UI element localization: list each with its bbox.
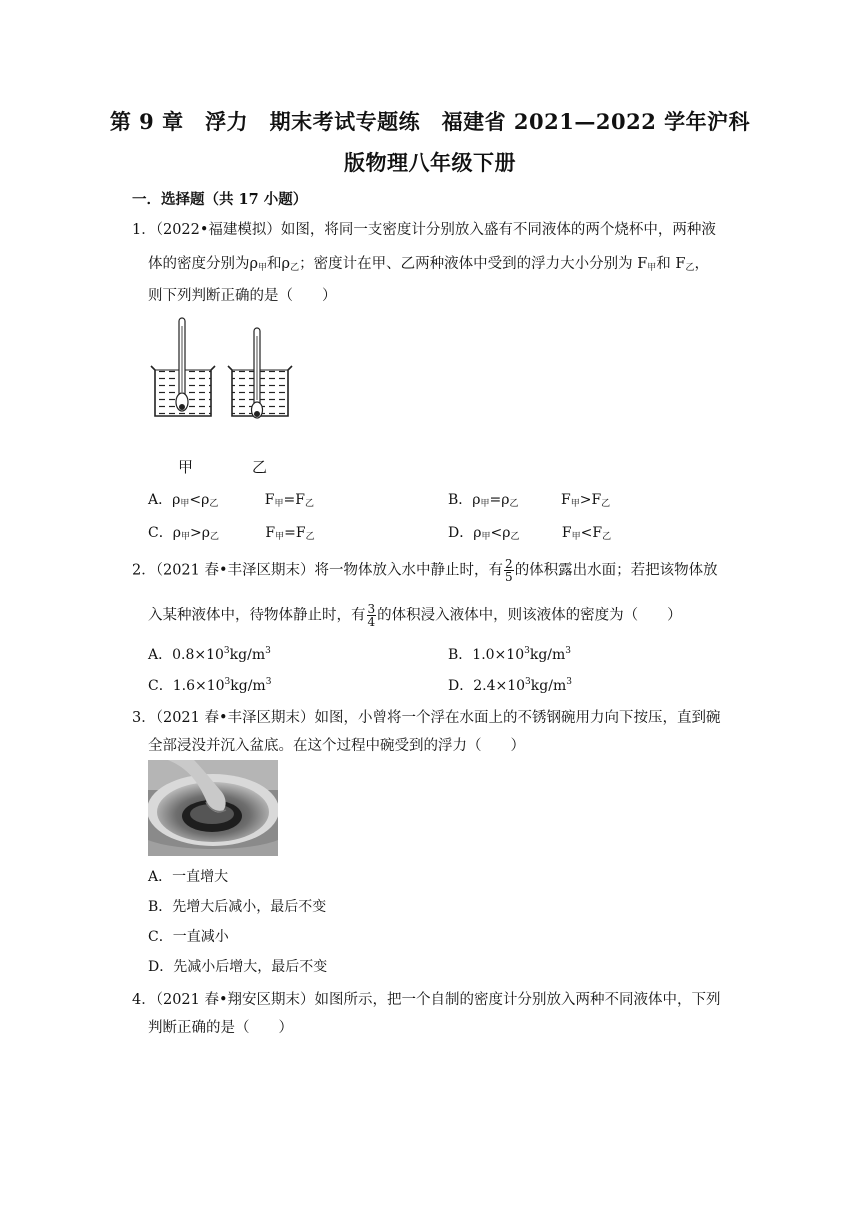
q3-line-2: 全部浸没并沉入盆底。在这个过程中碗受到的浮力（ ） <box>148 738 525 754</box>
q2-line-1: 2．（2021 春•丰泽区期末）将一物体放入水中静止时，有 $\frac{2}{5}$ 的体积露出水面；若把该物体放 <box>132 557 718 584</box>
beaker-b <box>228 328 292 418</box>
q3-option-a[interactable]: A．一直增大 <box>148 869 229 885</box>
beaker-a <box>151 318 215 416</box>
q2-option-a[interactable]: A．$0.8\times 10^3kg/m^3$ <box>148 646 271 663</box>
section-heading: 一．选择题（共 17 小题） <box>132 191 308 208</box>
q1-option-d[interactable]: D．$\rho_甲<\rho_乙$ $F_甲<F_乙$ <box>448 525 612 542</box>
figure-label-jia: 甲 <box>178 458 194 476</box>
q3-line-1: 3．（2021 春•丰泽区期末）如图，小曾将一个浮在水面上的不锈钢碗用力向下按压，直到碗 <box>132 710 721 726</box>
q1-line-1: 1．（2022•福建模拟）如图，将同一支密度计分别放入盛有不同液体的两个烧杯中，两种液 <box>132 222 716 238</box>
q3-option-d[interactable]: D．先减小后增大，最后不变 <box>148 959 328 975</box>
title-line-1: 第 9 章 浮力 期末考试专题练 福建省 2021—2022 学年沪科 <box>109 109 751 134</box>
q3-option-c[interactable]: C．一直减小 <box>148 929 229 945</box>
q2-option-b[interactable]: B．$1.0\times 10^3kg/m^3$ <box>448 646 572 663</box>
q1-line-2: 体的密度分别为$\rho_甲$和$\rho_乙$；密度计在甲、乙两种液体中受到的浮力大小分别为 $F_甲$和 $F_乙$， <box>148 256 709 273</box>
q1-line-3: 则下列判断正确的是（ ） <box>148 288 337 304</box>
q1-option-c[interactable]: C．$\rho_甲>\rho_乙$ $F_甲=F_乙$ <box>148 525 315 542</box>
fraction-three-quarters: $\frac{3}{4}$ <box>367 602 376 629</box>
bowl-basin-photo <box>148 760 278 856</box>
q1-option-b[interactable]: B．$\rho_甲=\rho_乙$ $F_甲>F_乙$ <box>448 492 611 509</box>
q2-option-c[interactable]: C．$1.6\times 10^3kg/m^3$ <box>148 677 272 694</box>
figure-label-yi: 乙 <box>252 458 268 476</box>
hydrometer-beakers-figure <box>148 312 298 478</box>
fraction-two-fifths: $\frac{2}{5}$ <box>505 557 513 584</box>
q3-option-b[interactable]: B．先增大后减小，最后不变 <box>148 899 327 915</box>
q4-line-1: 4．（2021 春•翔安区期末）如图所示，把一个自制的密度计分别放入两种不同液体中，下列 <box>132 992 721 1008</box>
q2-option-d[interactable]: D．$2.4\times 10^3kg/m^3$ <box>448 677 572 694</box>
title-line-2: 版物理八年级下册 <box>344 150 516 175</box>
q1-option-a[interactable]: A．$\rho_甲<\rho_乙$ $F_甲=F_乙$ <box>148 492 314 509</box>
q4-line-2: 判断正确的是（ ） <box>148 1020 293 1036</box>
q2-line-2: 入某种液体中，待物体静止时，有 $\frac{3}{4}$ 的体积浸入液体中，则该液体的密度为（ ） <box>148 602 682 629</box>
